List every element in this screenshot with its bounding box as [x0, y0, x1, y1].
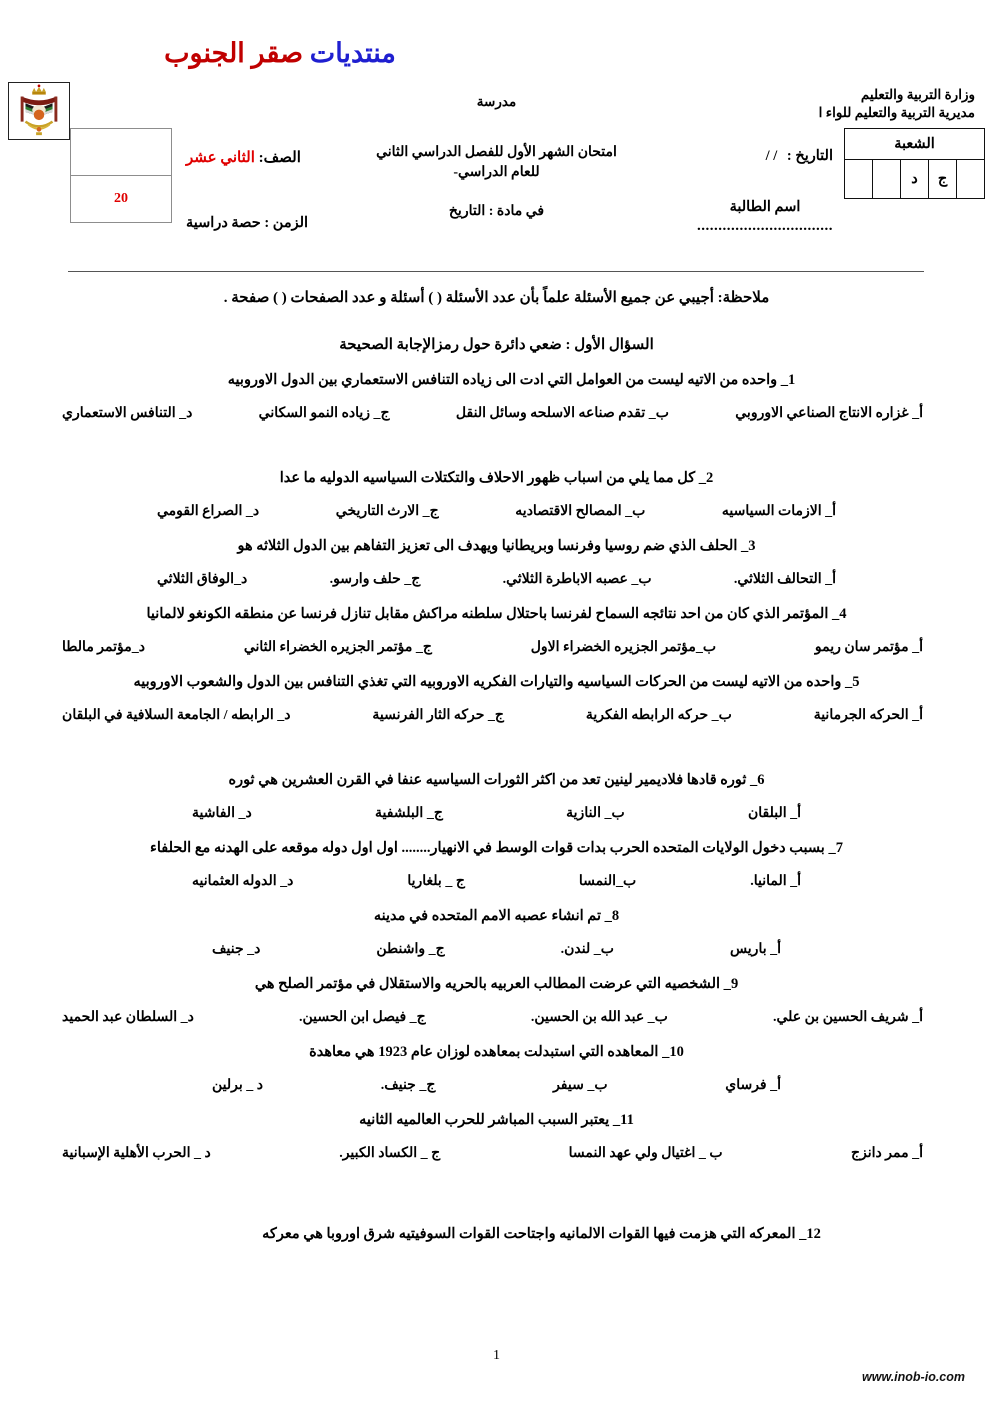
- instructions-note: ملاحظة: أجيبي عن جميع الأسئلة علماً بأن عدد الأسئلة ( ) أسئلة و عدد الصفحات ( ) صفحة .: [223, 290, 770, 306]
- option-a[interactable]: أ_ البلقان: [747, 806, 801, 822]
- option-c[interactable]: ج_ البلشفية: [375, 806, 443, 822]
- option-row: [62, 1145, 931, 1162]
- subject-label: في مادة : التاريخ: [448, 204, 545, 219]
- option-row: [62, 941, 931, 958]
- exam-body: [0, 288, 993, 1259]
- option-d[interactable]: د_ الرابطه / الجامعة السلافية في البلقان: [62, 708, 291, 724]
- ministry-line-1: وزارة التربية والتعليم: [860, 87, 975, 102]
- option-b[interactable]: ب_ سيفر: [553, 1078, 608, 1094]
- student-name-blank: ................................: [697, 218, 833, 234]
- option-c[interactable]: ج_ جنيف.: [380, 1078, 436, 1094]
- option-a[interactable]: أ_ مؤتمر سان ريمو: [814, 640, 923, 656]
- date-value: / /: [765, 148, 778, 164]
- option-c[interactable]: ج _ الكساد الكبير.: [339, 1146, 441, 1162]
- option-b[interactable]: ب_ عبد الله بن الحسين.: [530, 1010, 668, 1026]
- option-c[interactable]: ج_ زياده النمو السكاني: [258, 406, 390, 422]
- student-name-label: اسم الطالبة: [729, 199, 801, 215]
- section-table-title: الشعبة: [845, 129, 985, 160]
- header-divider: [68, 271, 924, 272]
- option-d[interactable]: د_مؤتمر مالطا: [62, 640, 145, 656]
- exam-title-line-1: امتحان الشهر الأول للفصل الدراسي الثاني: [376, 145, 617, 160]
- option-a[interactable]: أ_ فرساي: [725, 1078, 781, 1094]
- question-stem: 5_ واحده من الاتيه ليست من الحركات السياسيه والتيارات الفكريه الاوروبيه التي تغذي التنافس بين الدول والشعوب الاوروبيه: [133, 674, 860, 691]
- option-b[interactable]: ب_ النازية: [566, 806, 625, 822]
- option-row: [62, 571, 931, 588]
- mark-cell-total: 20: [71, 176, 172, 223]
- option-c[interactable]: ج _ بلغاريا: [407, 874, 465, 890]
- option-row: [62, 805, 931, 822]
- option-d[interactable]: د_ الصراع القومي: [157, 504, 260, 520]
- option-b[interactable]: ب_ تقدم صناعه الاسلحه وسائل النقل: [455, 406, 669, 422]
- option-c[interactable]: ج_ حلف وارسو.: [329, 572, 421, 588]
- option-b[interactable]: ب_ لندن.: [560, 942, 614, 958]
- question-stem: 8_ تم انشاء عصبه الامم المتحده في مدينه: [373, 908, 620, 925]
- option-c[interactable]: ج_ فيصل ابن الحسين.: [298, 1010, 426, 1026]
- question-stem: 11_ يعتبر السبب المباشر للحرب العالميه الثانيه: [359, 1112, 634, 1129]
- question-stem: 12_ المعركه التي هزمت فيها القوات الالمانيه واجتاحت القوات السوفيتيه شرق اوروبا هي معركه: [262, 1226, 821, 1243]
- question-stem: 7_ بسبب دخول الولايات المتحده الحرب بدات قوات الوسط في الانهيار........ اول اول دوله موقعه على الهدنه مع الحلفاء: [150, 840, 843, 857]
- option-b[interactable]: ب_ حركه الرابطه الفكرية: [585, 708, 732, 724]
- option-row: [62, 707, 931, 724]
- top-watermark-text-2: صقر الجنوب: [164, 38, 304, 68]
- option-c[interactable]: ج_ مؤتمر الجزيره الخضراء الثاني: [243, 640, 432, 656]
- ministry-line-2: مديرية التربية والتعليم للواء ا: [818, 105, 975, 121]
- section-cell-3: د: [901, 160, 929, 199]
- bottom-watermark-url: www.inob-io.com: [862, 1370, 966, 1384]
- option-c[interactable]: ج_ حركه الثار الفرنسية: [372, 708, 504, 724]
- option-a[interactable]: أ_ غزاره الانتاج الصناعي الاوروبي: [735, 406, 923, 422]
- option-row: [62, 405, 931, 422]
- option-row: [62, 1077, 931, 1094]
- question-stem: 9_ الشخصيه التي عرضت المطالب العربيه بالحريه والاستقلال في مؤتمر الصلح هي: [254, 976, 739, 993]
- question-stem: 6_ ثوره قادها فلاديمير لينين تعد من اكثر الثورات السياسيه عنفا في القرن العشرين هي ثوره: [228, 772, 765, 789]
- option-d[interactable]: د _ برلين: [212, 1078, 264, 1094]
- option-a[interactable]: أ_ الازمات السياسيه: [721, 504, 836, 520]
- option-a[interactable]: أ_ المانيا.: [750, 874, 801, 890]
- option-c[interactable]: ج_ واشنطن: [376, 942, 445, 958]
- option-a[interactable]: أ_ التحالف الثلاثي.: [733, 572, 836, 588]
- option-d[interactable]: د_ الدوله العثمانيه: [192, 874, 294, 890]
- bottom-watermark: [0, 1368, 993, 1386]
- option-d[interactable]: د_ الفاشية: [192, 806, 252, 822]
- option-a[interactable]: أ_ باريس: [729, 942, 781, 958]
- mark-table: [70, 128, 172, 223]
- option-row: [62, 873, 931, 890]
- exam-title-line-2: للعام الدراسي-: [453, 165, 540, 181]
- question-stem: 10_ المعاهده التي استبدلت بمعاهده لوزان عام 1923 هي معاهدة: [309, 1044, 684, 1061]
- grade-field: [186, 148, 301, 167]
- grade-label: الصف:: [258, 150, 301, 166]
- option-c[interactable]: ج_ الارث التاريخي: [335, 504, 439, 520]
- option-a[interactable]: أ_ شريف الحسين بن علي.: [772, 1010, 923, 1026]
- mark-cell-empty: [71, 129, 172, 176]
- option-row: [62, 1009, 931, 1026]
- top-watermark: [0, 38, 560, 69]
- question-stem: 2_ كل مما يلي من اسباب ظهور الاحلاف والتكتلات السياسيه الدوليه ما عدا: [279, 470, 714, 487]
- page-number: 1: [493, 1348, 500, 1363]
- section-cell-2: ج: [929, 160, 957, 199]
- option-a[interactable]: أ_ الحركه الجرمانية: [813, 708, 923, 724]
- option-d[interactable]: د _ الحرب الأهلية الإسبانية: [62, 1146, 211, 1162]
- option-d[interactable]: د_ السلطان عبد الحميد: [62, 1010, 194, 1026]
- option-d[interactable]: د_الوفاق الثلاثي: [157, 572, 248, 588]
- option-b[interactable]: ب_ عصبه الاباطرة الثلاثي.: [502, 572, 652, 588]
- option-a[interactable]: أ_ ممر دانزج: [851, 1146, 923, 1162]
- option-b[interactable]: ب _ اغتيال ولي عهد النمسا: [568, 1146, 723, 1162]
- date-label: التاريخ :: [786, 148, 833, 164]
- option-d[interactable]: د_ جنيف: [212, 942, 261, 958]
- option-row: [62, 503, 931, 520]
- question-stem: 3_ الحلف الذي ضم روسيا وفرنسا وبريطانيا ويهدف الى تعزيز التفاهم بين الدول الثلاثه هو: [237, 538, 756, 555]
- option-d[interactable]: د_ التنافس الاستعماري: [62, 406, 193, 422]
- top-watermark-text-1: منتديات: [309, 38, 396, 68]
- option-b[interactable]: ب_ المصالح الاقتصاديه: [515, 504, 646, 520]
- document-header: [0, 86, 993, 261]
- time-label: الزمن : حصة دراسية: [186, 215, 309, 231]
- question-one-title: السؤال الأول : ضعي دائرة حول رمزالإجابة الصحيحة: [339, 337, 654, 353]
- option-row: [62, 639, 931, 656]
- question-stem: 4_ المؤتمر الذي كان من احد نتائجه السماح لفرنسا باحتلال سلطنه مراكش مقابل تنازل فرنسا عن منطقه الكونغو لالمانيا: [146, 606, 847, 623]
- option-b[interactable]: ب_النمسا: [578, 874, 637, 890]
- question-stem: 1_ واحده من الاتيه ليست من العوامل التي ادت الى زياده التنافس الاستعماري بين الدول الاوروبيه: [227, 372, 796, 388]
- grade-value: الثاني عشر: [186, 150, 255, 166]
- school-label: مدرسة: [476, 94, 517, 109]
- option-b[interactable]: ب_مؤتمر الجزيره الخضراء الاول: [530, 640, 717, 656]
